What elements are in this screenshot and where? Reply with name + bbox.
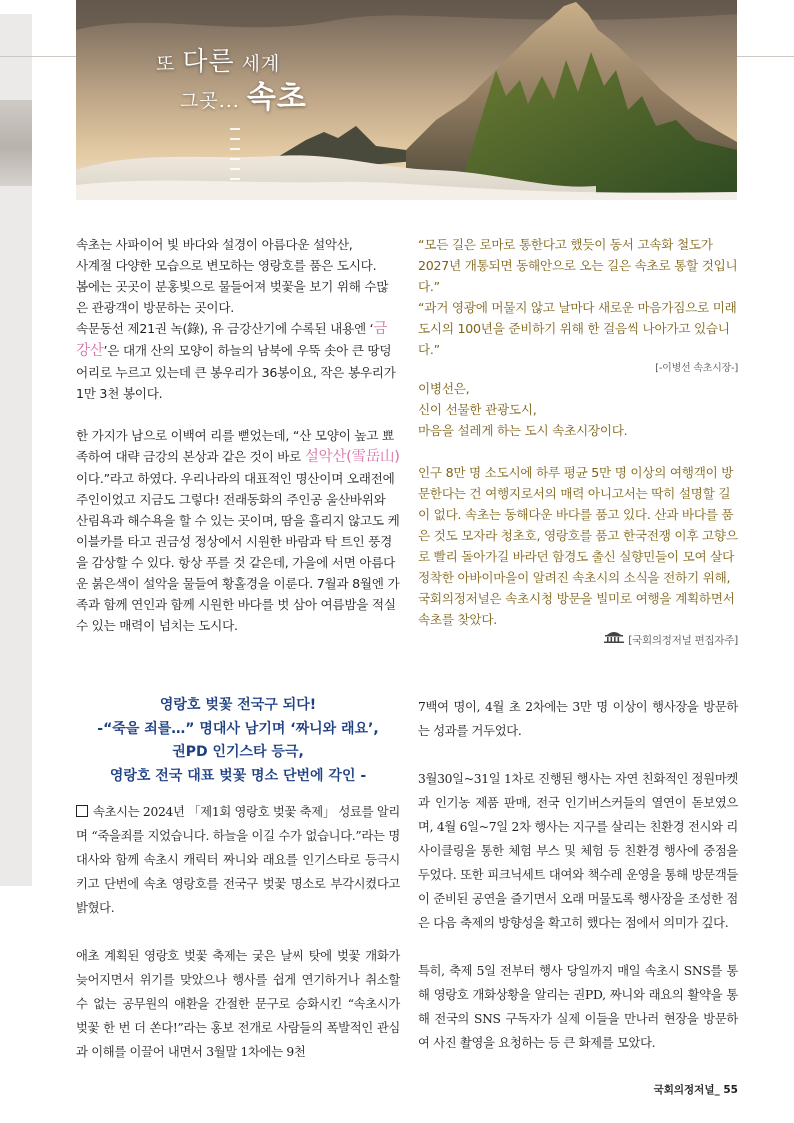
article-left-column: [76, 800, 400, 1064]
intro-paragraph-seorak: [76, 425, 400, 636]
intro-text: 한 가지가 남으로 이백여 리를 뻗었는데, “산 모양이 높고 뾰족하여 대략 금강의 본상과 같은 것이 바로: [76, 428, 394, 464]
editor-note-closing: 국회의정저널은 속초시청 방문을 빌미로 여행을 계획하면서 속초를 찾았다.: [418, 591, 735, 627]
quote-column: [418, 234, 738, 652]
editor-credit-text: [국회의정저널 편집자주]: [628, 634, 738, 647]
intro-line-1: 속초는 사파이어 빛 바다와 설경이 아름다운 설악산,: [76, 237, 353, 252]
assembly-building-icon: [604, 630, 624, 651]
highlight-seoraksan: 설악산(雪岳山): [304, 449, 400, 465]
mayor-quote-2: “과거 영광에 머물지 않고 날마다 새로운 마음가짐으로 미래도시의 100년을 준비하기 위해 한 걸음씩 나아가고 있습니다.”: [418, 300, 737, 357]
heading-line-3: 권PD 인기스타 등극,: [172, 744, 304, 760]
article-paragraph-3: 7백여 명이, 4월 초 2차에는 3만 명 이상이 행사장을 방문하는 성과를 거두었다.: [418, 700, 738, 738]
article-heading: [76, 694, 400, 788]
article-paragraph-5: 특히, 축제 5일 전부터 행사 당일까지 매일 속초시 SNS를 통해 영랑호 개화상황을 알리는 권PD, 짜니와 래요의 활약을 통해 전국의 SNS 구독자가 실제 이들을 만나러 현장을 방문하여 사진 촬영을 요청하는 등 큰 화제를 모았다.: [418, 964, 738, 1050]
side-photo-thumbnail: [0, 100, 32, 186]
intro-line-2: 사계절 다양한 모습으로 변모하는 영랑호를 품은 도시다.: [76, 258, 377, 273]
intro-line-3: 봄에는 곳곳이 분홍빛으로 물들어져 벚꽃을 보기 위해 수많은 관광객이 방문하는 곳이다.: [76, 279, 389, 315]
hero-title-post: 세계: [234, 53, 281, 75]
heading-line-1: 영랑호 벚꽃 전국구 되다!: [159, 697, 317, 713]
intro-text: ’은 대개 산의 모양이 하늘의 남북에 우뚝 솟아 큰 땅덩어리로 누르고 있는데 큰 봉우리가 36봉이요, 작은 봉우리가 1만 3천 봉이다.: [76, 343, 396, 401]
hero-decor-lines: [230, 128, 240, 188]
heading-line-4: 영랑호 전국 대표 벚꽃 명소 단번에 각인 -: [109, 767, 367, 784]
intro-column: [76, 234, 400, 636]
hero-title: [156, 46, 307, 116]
highlight-geumgangsan: 금강산: [76, 321, 388, 359]
page-footer: 국회의정저널_ 55: [653, 1084, 738, 1096]
mayor-intro-2: 신이 선물한 관광도시,: [418, 402, 537, 417]
editor-note: 인구 8만 명 소도시에 하루 평균 5만 명 이상의 여행객이 방문한다는 건 여행지로서의 매력 아니고서는 딱히 설명할 길이 없다. 속초는 동해다운 바다를 품고 있다. 산과 바다를 품은 것도 모자라 청초호, 영랑호를 품고 한국전쟁 이후 고향으로 빨리 돌아가길 바라던 함경도 출신 실향민들이 모여 살다 정착한 아바이마을이 알려진 속초시의 소식을 전하기 위해,: [418, 465, 738, 585]
hero-subtitle-big: 속초: [246, 79, 307, 115]
hero-title-pre: 또: [156, 53, 183, 75]
hero-photo: [76, 0, 737, 200]
mayor-intro-1: 이병선은,: [418, 381, 470, 396]
heading-line-2: -“죽을 죄를…” 명대사 남기며 ‘짜니와 래요’,: [97, 720, 379, 737]
mayor-quote-1: “모든 길은 로마로 통한다고 했듯이 동서 고속화 철도가 2027년 개통되면 동해안으로 오는 길은 속초로 통할 것입니다.”: [418, 237, 738, 294]
mayor-intro-3: 마음을 설레게 하는 도시 속초시장이다.: [418, 423, 628, 438]
article-paragraph-1: 속초시는 2024년 「제1회 영랑호 벚꽃 축제」 성료를 알리며 “죽을죄를 지었습니다. 하늘을 이길 수가 없습니다.”라는 명대사와 함께 속초시 캐릭터 짜니와 래요를 인기스타로 등극시키고 단번에 속초 영랑호를 전국구 벚꽃 명소로 부각시켰다고 밝혔다.: [76, 805, 400, 915]
article-paragraph-2: 애초 계획된 영랑호 벚꽃 축제는 궂은 날씨 탓에 벚꽃 개화가 늦어지면서 위기를 맞았으나 행사를 쉽게 연기하거나 취소할 수 없는 공무원의 애환을 간절한 문구로 승화시킨 “속초시가 벚꽃 한 번 더 쏜다!”라는 홍보 전개로 사람들의 폭발적인 관심과 이해를 이끌어 내면서 3월말 1차에는 9천: [76, 949, 400, 1059]
intro-paragraph-geumgang: [76, 318, 400, 404]
quote-attribution: [-이병선 속초시장-]: [655, 363, 738, 374]
article-right-column: [418, 695, 738, 1055]
intro-text: 속문동선 제21권 녹(錄), 유 금강산기에 수록된 내용엔 ‘: [76, 321, 374, 336]
square-bullet-icon: [76, 805, 88, 817]
hero-title-big: 다른: [182, 47, 235, 77]
hero-subtitle-pre: 그곳...: [180, 89, 247, 112]
editor-credit: [418, 630, 738, 652]
intro-text: 이다.”라고 하였다. 우리나라의 대표적인 명산이며 오래전에 주인이었고 지금도 그렇다! 전래동화의 주인공 울산바위와 산림욕과 해수욕을 할 수 있는 곳이며, 땀을 흘리지 않고도 케이블카를 타고 권금성 정상에서 시원한 바람과 탁 트인 풍경을 감상할 수 있다. 항상 푸를 것 같은데, 가을에 서면 아름다운 붉은색이 설악을 물들여 황홀경을 이룬다. 7월과 8월엔 가족과 함께 연인과 함께 시원한 바다를 벗 삼아 여름밤을 적실 수 있는 매력이 넘치는 도시다.: [76, 471, 400, 633]
article-paragraph-4: 3월30일~31일 1차로 진행된 행사는 자연 친화적인 정원마켓과 인기농 제품 판매, 전국 인기버스커들의 열연이 돋보였으며, 4월 6일~7일 2차 행사는 지구를 살리는 친환경 전시와 리사이클링을 통한 체험 부스 및 체험 등 친환경 행사에 중점을 두었다. 또한 피크닉세트 대여와 책수레 운영을 통해 방문객들이 준비된 공연을 즐기면서 오래 머물도록 행사장을 조성한 점은 다음 축제의 방향성을 확고히 했다는 점에서 의미가 깊다.: [418, 772, 738, 930]
